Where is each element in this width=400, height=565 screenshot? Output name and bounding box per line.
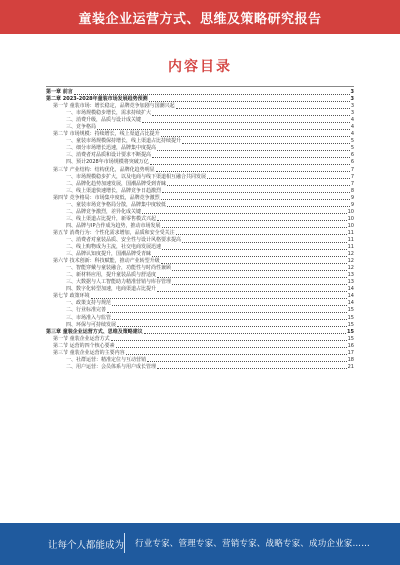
toc-page-number: 21 bbox=[347, 363, 354, 370]
toc-leader-dots bbox=[112, 319, 347, 320]
toc-leader-dots bbox=[167, 185, 350, 186]
toc-page-number: 10 bbox=[347, 215, 354, 222]
toc-entry[interactable] bbox=[46, 343, 354, 350]
toc-page-number: 16 bbox=[347, 342, 354, 349]
toc-leader-dots bbox=[74, 94, 350, 95]
toc-leader-dots bbox=[176, 234, 347, 235]
toc-page-number: 3 bbox=[350, 110, 354, 117]
toc-page-number: 3 bbox=[350, 89, 354, 95]
toc-page-number: 6 bbox=[350, 159, 354, 166]
toc-entry[interactable] bbox=[46, 357, 354, 364]
toc-leader-dots bbox=[172, 270, 347, 271]
toc-leader-dots bbox=[176, 108, 350, 109]
toc-entry-title: 二、品牌化趋势加速发展，国潮品牌受到青睐 bbox=[66, 180, 167, 187]
toc-leader-dots bbox=[157, 220, 347, 221]
toc-page-number: 15 bbox=[347, 335, 354, 342]
toc-page-number: 15 bbox=[347, 328, 354, 335]
toc-leader-dots bbox=[172, 284, 347, 285]
toc-leader-dots bbox=[91, 298, 347, 299]
toc-page-number: 4 bbox=[350, 117, 354, 124]
toc-entry[interactable] bbox=[46, 336, 354, 343]
toc-page-number: 7 bbox=[350, 166, 354, 173]
toc-entry-title: 三、线上渠道占比提升，新零售模式兴起 bbox=[66, 215, 157, 222]
toc-entry-title: 第二节 运营的四个核心要素 bbox=[53, 342, 115, 349]
toc-page-number: 13 bbox=[347, 272, 354, 279]
footer-banner bbox=[0, 523, 400, 565]
toc-entry-title: 二、用户运营：会员体系与用户成长管理 bbox=[66, 363, 157, 370]
toc-entry-title: 三、竞争格局 bbox=[66, 124, 97, 131]
toc-leader-dots bbox=[111, 340, 347, 341]
toc-entry-title: 第六节 技术创新：科技赋能，推动产业转型升级 bbox=[53, 258, 160, 265]
toc-leader-dots bbox=[147, 361, 347, 362]
toc-leader-dots bbox=[156, 171, 350, 172]
toc-entry[interactable] bbox=[46, 286, 354, 293]
toc-leader-dots bbox=[97, 129, 350, 130]
toc-entry[interactable] bbox=[46, 209, 354, 216]
toc-leader-dots bbox=[144, 333, 346, 334]
toc-page-number: 5 bbox=[350, 138, 354, 145]
toc-entry-title: 第五节 消费行为：个性化需求增加，品质和安全受关注 bbox=[53, 229, 175, 236]
toc-leader-dots bbox=[162, 192, 350, 193]
toc-leader-dots bbox=[162, 227, 347, 228]
toc-page-number: 12 bbox=[347, 251, 354, 258]
toc-entry-title: 四、数字化转型加速，电商渠道占比提升 bbox=[66, 286, 157, 293]
toc-leader-dots bbox=[149, 101, 350, 102]
toc-entry-title: 第二章 2023-2028年童装市场发展趋势预测 bbox=[46, 96, 148, 103]
toc-page-number: 14 bbox=[347, 286, 354, 293]
toc-entry[interactable] bbox=[46, 202, 354, 209]
footer-divider bbox=[124, 533, 125, 553]
toc-leader-dots bbox=[126, 354, 347, 355]
toc-entry-title: 第四节 竞争格局：市场集中度低，品牌竞争激烈 bbox=[53, 194, 160, 201]
toc-entry[interactable] bbox=[46, 230, 354, 237]
toc-page-number: 4 bbox=[350, 131, 354, 138]
toc-page-number: 3 bbox=[350, 103, 354, 110]
toc-page-number: 5 bbox=[350, 145, 354, 152]
toc-leader-dots bbox=[152, 256, 347, 257]
toc-entry-title: 四、预计2028年市场规模将突破万亿 bbox=[66, 159, 149, 166]
toc-entry-title: 第三章 童装企业运营方式、思维及策略建议 bbox=[46, 328, 143, 335]
toc-entry[interactable] bbox=[46, 237, 354, 244]
toc-entry-title: 四、品牌与IP合作成为趋势，推动市场发展 bbox=[66, 222, 161, 229]
toc-leader-dots bbox=[167, 206, 350, 207]
toc-entry-title: 一、童装市场规模保持增长，线上渠道占比持续提升 bbox=[66, 138, 182, 145]
toc-leader-dots bbox=[142, 122, 350, 123]
toc-leader-dots bbox=[157, 368, 347, 369]
toc-entry-title: 三、大数据与人工智能助力精准营销与库存管理 bbox=[66, 279, 172, 286]
toc-entry-title: 第一章 前言 bbox=[46, 89, 73, 95]
toc-page-number: 7 bbox=[350, 180, 354, 187]
toc-leader-dots bbox=[150, 164, 350, 165]
toc-entry[interactable] bbox=[46, 223, 354, 230]
toc-leader-dots bbox=[182, 242, 347, 243]
toc-page-number: 12 bbox=[347, 265, 354, 272]
toc-entry-title: 一、童装市场竞争格局分散，品牌集中度较低 bbox=[66, 201, 167, 208]
toc-page-number: 17 bbox=[347, 349, 354, 356]
toc-leader-dots bbox=[142, 213, 347, 214]
toc-leader-dots bbox=[161, 199, 350, 200]
toc-entry-title: 三、品牌认知度提升，国潮品牌受青睐 bbox=[66, 251, 152, 258]
toc-leader-dots bbox=[107, 312, 347, 313]
toc-leader-dots bbox=[112, 305, 347, 306]
toc-entry-title: 三、市场准入与监管 bbox=[66, 314, 112, 321]
toc-entry[interactable] bbox=[46, 307, 354, 314]
toc-entry-title: 一、政策支持与规范 bbox=[66, 300, 112, 307]
toc-leader-dots bbox=[161, 136, 350, 137]
toc-page-number: 9 bbox=[350, 201, 354, 208]
toc-entry-title: 二、新材料应用，提升童装品质与舒适度 bbox=[66, 272, 157, 279]
toc-leader-dots bbox=[207, 178, 350, 179]
report-title: 童装企业运营方式、思维及策略研究报告 bbox=[78, 12, 322, 27]
toc-page-number: 14 bbox=[347, 293, 354, 300]
toc-entry-title: 一、智能穿戴与童装融合，功能性与时尚性兼顾 bbox=[66, 265, 172, 272]
toc-entry[interactable] bbox=[46, 159, 354, 166]
toc-leader-dots bbox=[157, 150, 350, 151]
footer-roles: 行业专家、管理专家、营销专家、战略专家、成功企业家…… bbox=[135, 539, 370, 549]
toc-entry[interactable] bbox=[46, 174, 354, 181]
toc-entry[interactable] bbox=[46, 195, 354, 202]
toc-page-number: 11 bbox=[347, 236, 354, 243]
toc-page-number: 14 bbox=[347, 300, 354, 307]
toc-page-number: 8 bbox=[350, 187, 354, 194]
toc-leader-dots bbox=[152, 157, 350, 158]
toc-page-number: 11 bbox=[347, 244, 354, 251]
toc-entry-title: 第一节 童装企业运营方式 bbox=[53, 335, 110, 342]
toc-page-number: 12 bbox=[347, 258, 354, 265]
toc-entry[interactable] bbox=[46, 329, 354, 336]
toc-entry-title: 二、品牌竞争激烈，差异化成关键 bbox=[66, 208, 142, 215]
toc-leader-dots bbox=[182, 143, 350, 144]
toc-entry-title: 二、行业标准完善 bbox=[66, 307, 107, 314]
toc-entry-title: 一、市场规模稳步扩大，以及电商与线下渠道相互融合共同发展 bbox=[66, 173, 207, 180]
toc-leader-dots bbox=[161, 263, 347, 264]
table-of-contents bbox=[46, 89, 354, 371]
toc-entry[interactable] bbox=[46, 350, 354, 357]
toc-entry-title: 二、消费升级，品质与设计成关键 bbox=[66, 117, 142, 124]
toc-page-number: 18 bbox=[347, 356, 354, 363]
toc-entry[interactable] bbox=[46, 181, 354, 188]
header-banner bbox=[0, 0, 400, 34]
toc-divider bbox=[46, 86, 354, 87]
toc-entry[interactable] bbox=[46, 315, 354, 322]
toc-page-number: 15 bbox=[347, 321, 354, 328]
toc-page-number: 11 bbox=[347, 229, 354, 236]
toc-entry-title: 第七节 政策环境 bbox=[53, 293, 90, 300]
toc-page-number: 6 bbox=[350, 152, 354, 159]
toc-entry[interactable] bbox=[46, 167, 354, 174]
toc-entry[interactable] bbox=[46, 322, 354, 329]
toc-leader-dots bbox=[117, 326, 347, 327]
toc-entry-title: 三、消费者对品质和设计要求不断提高 bbox=[66, 152, 152, 159]
toc-page-number: 13 bbox=[347, 279, 354, 286]
toc-page-number: 10 bbox=[347, 222, 354, 229]
toc-entry[interactable] bbox=[46, 364, 354, 371]
toc-page-number: 9 bbox=[350, 194, 354, 201]
toc-entry-title: 第一节 童装市场：增长稳定，品牌竞争加剧与国潮兴起 bbox=[53, 103, 175, 110]
toc-entry-title: 第二节 市场规模：持续增长，线上渠道占比提升 bbox=[53, 131, 160, 138]
toc-entry-title: 第三节 童装企业运营的主要内容 bbox=[53, 349, 125, 356]
toc-page-number: 15 bbox=[347, 307, 354, 314]
toc-entry-title: 一、市场规模稳步增长，需求持续扩大 bbox=[66, 110, 152, 117]
toc-entry-title: 二、细分市场增长迅速，品牌集中度提高 bbox=[66, 145, 157, 152]
toc-entry[interactable] bbox=[46, 188, 354, 195]
toc-heading: 内容目录 bbox=[168, 59, 232, 75]
toc-page-number: 7 bbox=[350, 173, 354, 180]
toc-entry-title: 第三节 产业结构：结构优化，品牌化趋势明显 bbox=[53, 166, 155, 173]
toc-page-number: 10 bbox=[347, 208, 354, 215]
toc-leader-dots bbox=[157, 291, 347, 292]
toc-entry[interactable] bbox=[46, 216, 354, 223]
toc-page-number: 4 bbox=[350, 124, 354, 131]
toc-entry-title: 二、线上购物成为主流，社交电商发展迅速 bbox=[66, 244, 162, 251]
toc-entry-title: 四、环保与可持续发展 bbox=[66, 321, 117, 328]
toc-entry[interactable] bbox=[46, 89, 354, 96]
toc-page-number: 3 bbox=[350, 96, 354, 103]
toc-leader-dots bbox=[116, 347, 347, 348]
toc-entry-title: 三、线上渠道快速增长，品牌竞争日趋激烈 bbox=[66, 187, 162, 194]
toc-entry-title: 一、社群运营：精准定位与互动营销 bbox=[66, 356, 147, 363]
toc-leader-dots bbox=[162, 249, 347, 250]
footer-slogan: 让每个人都能成为 bbox=[48, 540, 125, 551]
toc-leader-dots bbox=[157, 277, 347, 278]
toc-leader-dots bbox=[152, 115, 350, 116]
toc-entry-title: 一、消费者对童装品质、安全性与设计风格要求提高 bbox=[66, 236, 182, 243]
toc-page-number: 15 bbox=[347, 314, 354, 321]
